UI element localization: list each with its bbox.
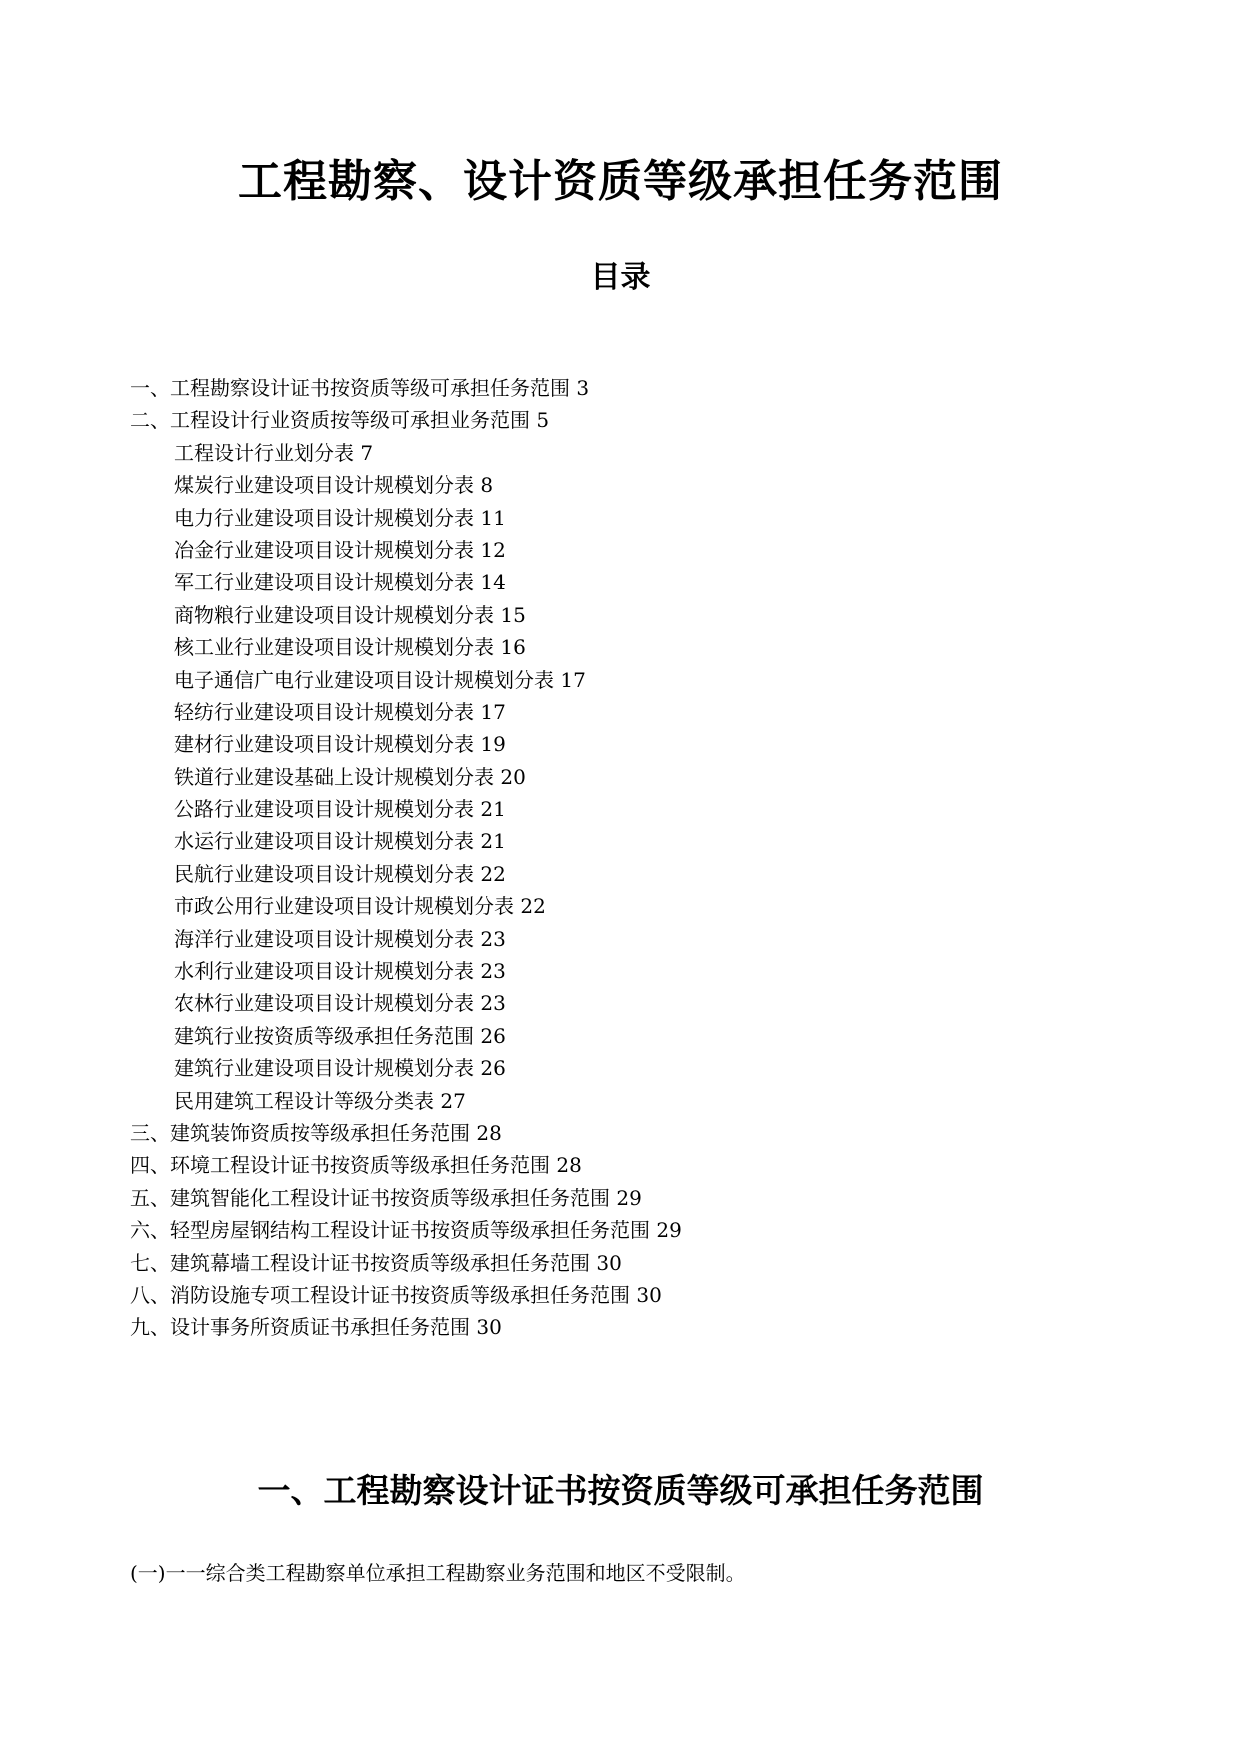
document-title: 工程勘察、设计资质等级承担任务范围 xyxy=(238,156,1003,207)
toc-subitem[interactable]: 铁道行业建设基础上设计规模划分表 20 xyxy=(174,764,526,789)
toc-subitem[interactable]: 军工行业建设项目设计规模划分表 14 xyxy=(174,570,506,595)
toc-item[interactable]: 二、工程设计行业资质按等级可承担业务范围 5 xyxy=(130,408,550,433)
toc-subitem[interactable]: 公路行业建设项目设计规模划分表 21 xyxy=(174,797,506,822)
toc-subitem[interactable]: 电力行业建设项目设计规模划分表 11 xyxy=(174,505,506,530)
toc-subitem[interactable]: 海洋行业建设项目设计规模划分表 23 xyxy=(174,926,506,951)
toc-subitem[interactable]: 建筑行业建设项目设计规模划分表 26 xyxy=(174,1056,506,1081)
section-heading: 一、工程勘察设计证书按资质等级可承担任务范围 xyxy=(257,1471,984,1510)
toc-subitem[interactable]: 民用建筑工程设计等级分类表 27 xyxy=(174,1088,466,1113)
toc-item[interactable]: 六、轻型房屋钢结构工程设计证书按资质等级承担任务范围 29 xyxy=(130,1218,682,1243)
toc-item[interactable]: 四、环境工程设计证书按资质等级承担任务范围 28 xyxy=(130,1153,582,1178)
toc-subitem[interactable]: 煤炭行业建设项目设计规模划分表 8 xyxy=(174,473,494,498)
toc-subitem[interactable]: 水运行业建设项目设计规模划分表 21 xyxy=(174,829,506,854)
toc-subitem[interactable]: 商物粮行业建设项目设计规模划分表 15 xyxy=(174,602,526,627)
toc-subitem[interactable]: 农林行业建设项目设计规模划分表 23 xyxy=(174,991,506,1016)
toc-subitem[interactable]: 建材行业建设项目设计规模划分表 19 xyxy=(174,732,506,757)
toc-item[interactable]: 九、设计事务所资质证书承担任务范围 30 xyxy=(130,1315,502,1340)
toc-subitem[interactable]: 建筑行业按资质等级承担任务范围 26 xyxy=(174,1023,506,1048)
toc-item[interactable]: 三、建筑装饰资质按等级承担任务范围 28 xyxy=(130,1120,502,1145)
toc-item[interactable]: 五、建筑智能化工程设计证书按资质等级承担任务范围 29 xyxy=(130,1185,642,1210)
toc-subitem[interactable]: 轻纺行业建设项目设计规模划分表 17 xyxy=(174,699,506,724)
toc-subitem[interactable]: 电子通信广电行业建设项目设计规模划分表 17 xyxy=(174,667,586,692)
toc-item[interactable]: 一、工程勘察设计证书按资质等级可承担任务范围 3 xyxy=(130,376,590,400)
toc-subitem[interactable]: 市政公用行业建设项目设计规模划分表 22 xyxy=(174,894,546,919)
table-of-contents xyxy=(130,372,1130,1344)
toc-heading: 目录 xyxy=(590,260,651,295)
toc-item[interactable]: 七、建筑幕墙工程设计证书按资质等级承担任务范围 30 xyxy=(130,1250,622,1275)
toc-subitem[interactable]: 核工业行业建设项目设计规模划分表 16 xyxy=(174,635,526,660)
toc-subitem[interactable]: 工程设计行业划分表 7 xyxy=(174,440,374,465)
toc-subitem[interactable]: 民航行业建设项目设计规模划分表 22 xyxy=(174,861,506,886)
toc-item[interactable]: 八、消防设施专项工程设计证书按资质等级承担任务范围 30 xyxy=(130,1282,662,1307)
toc-subitem[interactable]: 冶金行业建设项目设计规模划分表 12 xyxy=(174,537,506,562)
section-paragraph: (一)一一综合类工程勘察单位承担工程勘察业务范围和地区不受限制。 xyxy=(130,1561,746,1585)
toc-subitem[interactable]: 水利行业建设项目设计规模划分表 23 xyxy=(174,959,506,984)
